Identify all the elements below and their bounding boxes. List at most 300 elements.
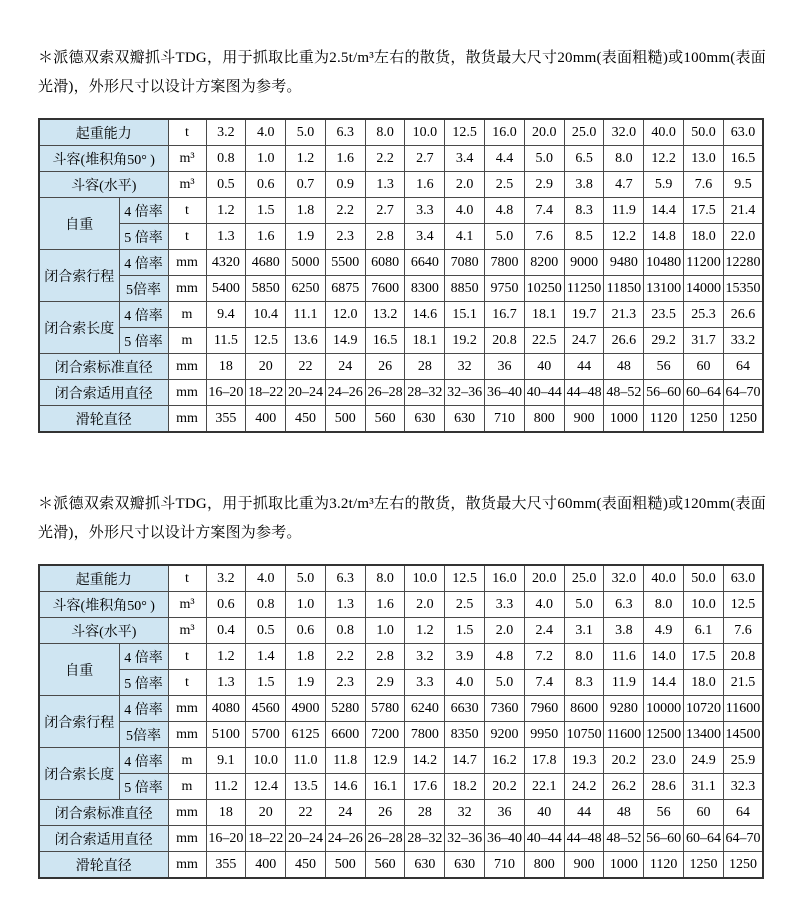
value-cell: 44–48: [564, 826, 604, 852]
row-label: 闭合索标准直径: [39, 354, 168, 380]
value-cell: 3.2: [206, 565, 246, 592]
value-cell: 6.5: [564, 146, 604, 172]
value-cell: 2.0: [485, 618, 525, 644]
value-cell: 8300: [405, 276, 445, 302]
value-cell: 900: [564, 406, 604, 433]
value-cell: 8.5: [564, 224, 604, 250]
unit-cell: t: [168, 224, 206, 250]
value-cell: 18.0: [684, 224, 724, 250]
value-cell: 36–40: [485, 380, 525, 406]
value-cell: 7800: [405, 722, 445, 748]
value-cell: 12.0: [325, 302, 365, 328]
value-cell: 48: [604, 354, 644, 380]
value-cell: 0.6: [246, 172, 286, 198]
value-cell: 15.1: [445, 302, 485, 328]
value-cell: 5.0: [485, 224, 525, 250]
value-cell: 28–32: [405, 826, 445, 852]
value-cell: 60: [684, 800, 724, 826]
unit-cell: t: [168, 119, 206, 146]
value-cell: 4680: [246, 250, 286, 276]
table-row: [39, 618, 763, 644]
value-cell: 500: [325, 852, 365, 879]
row-sublabel: 5倍率: [119, 276, 168, 302]
value-cell: 36–40: [485, 826, 525, 852]
value-cell: 26.6: [604, 328, 644, 354]
value-cell: 4.0: [445, 198, 485, 224]
value-cell: 355: [206, 406, 246, 433]
value-cell: 8.3: [564, 198, 604, 224]
row-sublabel: 5 倍率: [119, 774, 168, 800]
row-label: 斗容(水平): [39, 172, 168, 198]
row-label: 斗容(堆积角50° ): [39, 592, 168, 618]
value-cell: 40–44: [524, 380, 564, 406]
row-sublabel: 4 倍率: [119, 250, 168, 276]
value-cell: 6125: [286, 722, 326, 748]
value-cell: 9280: [604, 696, 644, 722]
spec-section-2: [38, 490, 766, 879]
value-cell: 11200: [684, 250, 724, 276]
value-cell: 25.3: [684, 302, 724, 328]
value-cell: 20.8: [485, 328, 525, 354]
table-row: [39, 354, 763, 380]
value-cell: 20.8: [723, 644, 763, 670]
value-cell: 56: [644, 354, 684, 380]
value-cell: 40–44: [524, 826, 564, 852]
value-cell: 1.3: [365, 172, 405, 198]
value-cell: 5100: [206, 722, 246, 748]
value-cell: 6600: [325, 722, 365, 748]
value-cell: 12500: [644, 722, 684, 748]
value-cell: 7.4: [524, 670, 564, 696]
value-cell: 0.6: [206, 592, 246, 618]
value-cell: 1.5: [246, 670, 286, 696]
table-row: [39, 276, 763, 302]
value-cell: 12.4: [246, 774, 286, 800]
value-cell: 10.0: [684, 592, 724, 618]
value-cell: 63.0: [723, 565, 763, 592]
unit-cell: mm: [168, 722, 206, 748]
value-cell: 3.4: [445, 146, 485, 172]
value-cell: 1120: [644, 406, 684, 433]
value-cell: 1.2: [286, 146, 326, 172]
value-cell: 8.0: [365, 565, 405, 592]
value-cell: 17.6: [405, 774, 445, 800]
value-cell: 20.0: [524, 565, 564, 592]
value-cell: 7360: [485, 696, 525, 722]
unit-cell: mm: [168, 354, 206, 380]
value-cell: 31.1: [684, 774, 724, 800]
value-cell: 0.5: [246, 618, 286, 644]
value-cell: 28: [405, 354, 445, 380]
value-cell: 0.8: [325, 618, 365, 644]
value-cell: 6240: [405, 696, 445, 722]
value-cell: 18.0: [684, 670, 724, 696]
value-cell: 14.9: [325, 328, 365, 354]
value-cell: 11250: [564, 276, 604, 302]
value-cell: 12.5: [723, 592, 763, 618]
value-cell: 4.9: [644, 618, 684, 644]
value-cell: 6875: [325, 276, 365, 302]
value-cell: 2.9: [524, 172, 564, 198]
value-cell: 13.0: [684, 146, 724, 172]
value-cell: 8600: [564, 696, 604, 722]
value-cell: 20.2: [485, 774, 525, 800]
unit-cell: mm: [168, 800, 206, 826]
value-cell: 22.1: [524, 774, 564, 800]
value-cell: 800: [524, 406, 564, 433]
value-cell: 14.4: [644, 670, 684, 696]
value-cell: 20–24: [286, 826, 326, 852]
value-cell: 6.3: [325, 119, 365, 146]
value-cell: 4080: [206, 696, 246, 722]
unit-cell: m: [168, 748, 206, 774]
value-cell: 3.3: [405, 198, 445, 224]
value-cell: 11.9: [604, 198, 644, 224]
value-cell: 0.4: [206, 618, 246, 644]
value-cell: 23.5: [644, 302, 684, 328]
value-cell: 1.6: [246, 224, 286, 250]
value-cell: 13400: [684, 722, 724, 748]
table-row: [39, 250, 763, 276]
value-cell: 2.4: [524, 618, 564, 644]
value-cell: 7800: [485, 250, 525, 276]
value-cell: 6.1: [684, 618, 724, 644]
value-cell: 11600: [723, 696, 763, 722]
value-cell: 32–36: [445, 826, 485, 852]
value-cell: 14.6: [325, 774, 365, 800]
value-cell: 1.8: [286, 644, 326, 670]
value-cell: 13.2: [365, 302, 405, 328]
value-cell: 11.6: [604, 644, 644, 670]
value-cell: 710: [485, 852, 525, 879]
table-row: [39, 696, 763, 722]
value-cell: 900: [564, 852, 604, 879]
value-cell: 16.0: [485, 119, 525, 146]
value-cell: 8.0: [644, 592, 684, 618]
value-cell: 0.7: [286, 172, 326, 198]
value-cell: 32.3: [723, 774, 763, 800]
value-cell: 11600: [604, 722, 644, 748]
value-cell: 20–24: [286, 380, 326, 406]
value-cell: 9480: [604, 250, 644, 276]
value-cell: 0.9: [325, 172, 365, 198]
value-cell: 24–26: [325, 380, 365, 406]
value-cell: 12.9: [365, 748, 405, 774]
value-cell: 450: [286, 852, 326, 879]
value-cell: 11.9: [604, 670, 644, 696]
row-sublabel: 5 倍率: [119, 670, 168, 696]
value-cell: 450: [286, 406, 326, 433]
value-cell: 2.2: [325, 198, 365, 224]
value-cell: 5.0: [286, 119, 326, 146]
value-cell: 800: [524, 852, 564, 879]
table-row: [39, 224, 763, 250]
row-group-label: 闭合索行程: [39, 696, 119, 748]
value-cell: 19.3: [564, 748, 604, 774]
value-cell: 7200: [365, 722, 405, 748]
table-row: [39, 800, 763, 826]
row-group-label: 自重: [39, 198, 119, 250]
intro-paragraph-1: ＊派德双索双瓣抓斗TDG，用于抓取比重为2.5t/m³左右的散货，散货最大尺寸20mm(表面粗糙)或100mm(表面光滑)，外形尺寸以设计方案图为参考。: [38, 50, 766, 95]
value-cell: 16.0: [485, 565, 525, 592]
row-label: 滑轮直径: [39, 406, 168, 433]
value-cell: 1.5: [445, 618, 485, 644]
value-cell: 10250: [524, 276, 564, 302]
value-cell: 22: [286, 354, 326, 380]
row-sublabel: 4 倍率: [119, 644, 168, 670]
value-cell: 24.9: [684, 748, 724, 774]
value-cell: 10.4: [246, 302, 286, 328]
value-cell: 2.8: [365, 644, 405, 670]
value-cell: 14.6: [405, 302, 445, 328]
row-sublabel: 4 倍率: [119, 198, 168, 224]
value-cell: 8.0: [604, 146, 644, 172]
value-cell: 10.0: [405, 565, 445, 592]
value-cell: 560: [365, 406, 405, 433]
value-cell: 11.0: [286, 748, 326, 774]
value-cell: 630: [445, 852, 485, 879]
value-cell: 8200: [524, 250, 564, 276]
table-row: [39, 774, 763, 800]
value-cell: 40.0: [644, 565, 684, 592]
value-cell: 22.0: [723, 224, 763, 250]
value-cell: 0.5: [206, 172, 246, 198]
value-cell: 5.0: [564, 592, 604, 618]
value-cell: 16.5: [723, 146, 763, 172]
value-cell: 40: [524, 354, 564, 380]
row-label: 斗容(堆积角50° ): [39, 146, 168, 172]
value-cell: 8.0: [564, 644, 604, 670]
value-cell: 22: [286, 800, 326, 826]
value-cell: 2.7: [365, 198, 405, 224]
value-cell: 1000: [604, 406, 644, 433]
value-cell: 2.3: [325, 670, 365, 696]
value-cell: 1.3: [325, 592, 365, 618]
table-row: [39, 670, 763, 696]
value-cell: 21.4: [723, 198, 763, 224]
row-label: 闭合索适用直径: [39, 380, 168, 406]
value-cell: 26.6: [723, 302, 763, 328]
value-cell: 24.7: [564, 328, 604, 354]
value-cell: 2.0: [445, 172, 485, 198]
value-cell: 1.4: [246, 644, 286, 670]
value-cell: 5.0: [524, 146, 564, 172]
value-cell: 2.2: [325, 644, 365, 670]
value-cell: 7.4: [524, 198, 564, 224]
value-cell: 2.7: [405, 146, 445, 172]
value-cell: 1.3: [206, 670, 246, 696]
table-row: [39, 748, 763, 774]
value-cell: 1.2: [405, 618, 445, 644]
row-sublabel: 5倍率: [119, 722, 168, 748]
value-cell: 6080: [365, 250, 405, 276]
value-cell: 1.2: [206, 644, 246, 670]
row-label: 起重能力: [39, 565, 168, 592]
table-row: [39, 328, 763, 354]
value-cell: 63.0: [723, 119, 763, 146]
unit-cell: m: [168, 302, 206, 328]
unit-cell: mm: [168, 380, 206, 406]
value-cell: 630: [445, 406, 485, 433]
value-cell: 4320: [206, 250, 246, 276]
value-cell: 1.0: [365, 618, 405, 644]
value-cell: 630: [405, 852, 445, 879]
unit-cell: m³: [168, 172, 206, 198]
value-cell: 28.6: [644, 774, 684, 800]
value-cell: 13.6: [286, 328, 326, 354]
value-cell: 44: [564, 354, 604, 380]
value-cell: 17.5: [684, 198, 724, 224]
value-cell: 4.0: [524, 592, 564, 618]
unit-cell: mm: [168, 406, 206, 433]
value-cell: 1.0: [286, 592, 326, 618]
table-row: [39, 852, 763, 879]
value-cell: 28–32: [405, 380, 445, 406]
value-cell: 18.1: [405, 328, 445, 354]
unit-cell: t: [168, 670, 206, 696]
value-cell: 19.2: [445, 328, 485, 354]
value-cell: 26: [365, 354, 405, 380]
value-cell: 17.8: [524, 748, 564, 774]
value-cell: 3.8: [604, 618, 644, 644]
value-cell: 56–60: [644, 826, 684, 852]
value-cell: 10720: [684, 696, 724, 722]
unit-cell: mm: [168, 826, 206, 852]
value-cell: 11.2: [206, 774, 246, 800]
value-cell: 7.6: [723, 618, 763, 644]
value-cell: 10.0: [246, 748, 286, 774]
value-cell: 400: [246, 852, 286, 879]
value-cell: 20: [246, 354, 286, 380]
value-cell: 44: [564, 800, 604, 826]
value-cell: 630: [405, 406, 445, 433]
value-cell: 9750: [485, 276, 525, 302]
value-cell: 5780: [365, 696, 405, 722]
row-sublabel: 4 倍率: [119, 302, 168, 328]
value-cell: 64: [723, 800, 763, 826]
value-cell: 9950: [524, 722, 564, 748]
value-cell: 5400: [206, 276, 246, 302]
value-cell: 1.6: [365, 592, 405, 618]
value-cell: 28: [405, 800, 445, 826]
value-cell: 8.0: [365, 119, 405, 146]
value-cell: 56: [644, 800, 684, 826]
row-sublabel: 4 倍率: [119, 696, 168, 722]
value-cell: 20.2: [604, 748, 644, 774]
value-cell: 1.8: [286, 198, 326, 224]
value-cell: 16–20: [206, 826, 246, 852]
value-cell: 7600: [365, 276, 405, 302]
value-cell: 31.7: [684, 328, 724, 354]
value-cell: 32.0: [604, 119, 644, 146]
intro-paragraph-2: ＊派德双索双瓣抓斗TDG，用于抓取比重为3.2t/m³左右的散货，散货最大尺寸60mm(表面粗糙)或120mm(表面光滑)，外形尺寸以设计方案图为参考。: [38, 496, 766, 541]
value-cell: 5500: [325, 250, 365, 276]
value-cell: 6.3: [325, 565, 365, 592]
value-cell: 64–70: [723, 826, 763, 852]
value-cell: 48: [604, 800, 644, 826]
value-cell: 23.0: [644, 748, 684, 774]
value-cell: 24: [325, 800, 365, 826]
value-cell: 32.0: [604, 565, 644, 592]
value-cell: 11850: [604, 276, 644, 302]
table-row: [39, 172, 763, 198]
value-cell: 14.8: [644, 224, 684, 250]
row-label: 闭合索标准直径: [39, 800, 168, 826]
value-cell: 14000: [684, 276, 724, 302]
value-cell: 355: [206, 852, 246, 879]
value-cell: 16.7: [485, 302, 525, 328]
value-cell: 16.2: [485, 748, 525, 774]
value-cell: 2.9: [365, 670, 405, 696]
unit-cell: m³: [168, 592, 206, 618]
value-cell: 40.0: [644, 119, 684, 146]
row-sublabel: 5 倍率: [119, 328, 168, 354]
value-cell: 18–22: [246, 380, 286, 406]
value-cell: 29.2: [644, 328, 684, 354]
value-cell: 1250: [723, 852, 763, 879]
value-cell: 18: [206, 354, 246, 380]
value-cell: 36: [485, 354, 525, 380]
value-cell: 11.8: [325, 748, 365, 774]
value-cell: 1.3: [206, 224, 246, 250]
value-cell: 25.9: [723, 748, 763, 774]
spec-table-1: [38, 118, 764, 433]
value-cell: 3.9: [445, 644, 485, 670]
table-row: [39, 380, 763, 406]
value-cell: 4.4: [485, 146, 525, 172]
value-cell: 3.3: [485, 592, 525, 618]
value-cell: 4.0: [445, 670, 485, 696]
value-cell: 22.5: [524, 328, 564, 354]
value-cell: 32–36: [445, 380, 485, 406]
value-cell: 2.2: [365, 146, 405, 172]
table-row: [39, 302, 763, 328]
value-cell: 18.2: [445, 774, 485, 800]
value-cell: 14.2: [405, 748, 445, 774]
value-cell: 60–64: [684, 826, 724, 852]
table-row: [39, 198, 763, 224]
value-cell: 50.0: [684, 119, 724, 146]
value-cell: 11.1: [286, 302, 326, 328]
value-cell: 1.5: [246, 198, 286, 224]
value-cell: 8850: [445, 276, 485, 302]
value-cell: 4.0: [246, 119, 286, 146]
value-cell: 9.1: [206, 748, 246, 774]
table-row: [39, 146, 763, 172]
value-cell: 6.3: [604, 592, 644, 618]
value-cell: 60–64: [684, 380, 724, 406]
value-cell: 17.5: [684, 644, 724, 670]
value-cell: 9000: [564, 250, 604, 276]
value-cell: 32: [445, 354, 485, 380]
value-cell: 3.4: [405, 224, 445, 250]
value-cell: 1250: [684, 406, 724, 433]
value-cell: 2.0: [405, 592, 445, 618]
value-cell: 16.5: [365, 328, 405, 354]
unit-cell: mm: [168, 852, 206, 879]
value-cell: 20: [246, 800, 286, 826]
row-label: 滑轮直径: [39, 852, 168, 879]
row-group-label: 闭合索长度: [39, 302, 119, 354]
value-cell: 14.7: [445, 748, 485, 774]
value-cell: 1.6: [325, 146, 365, 172]
value-cell: 56–60: [644, 380, 684, 406]
value-cell: 11.5: [206, 328, 246, 354]
value-cell: 20.0: [524, 119, 564, 146]
value-cell: 18: [206, 800, 246, 826]
value-cell: 0.8: [206, 146, 246, 172]
unit-cell: m³: [168, 618, 206, 644]
